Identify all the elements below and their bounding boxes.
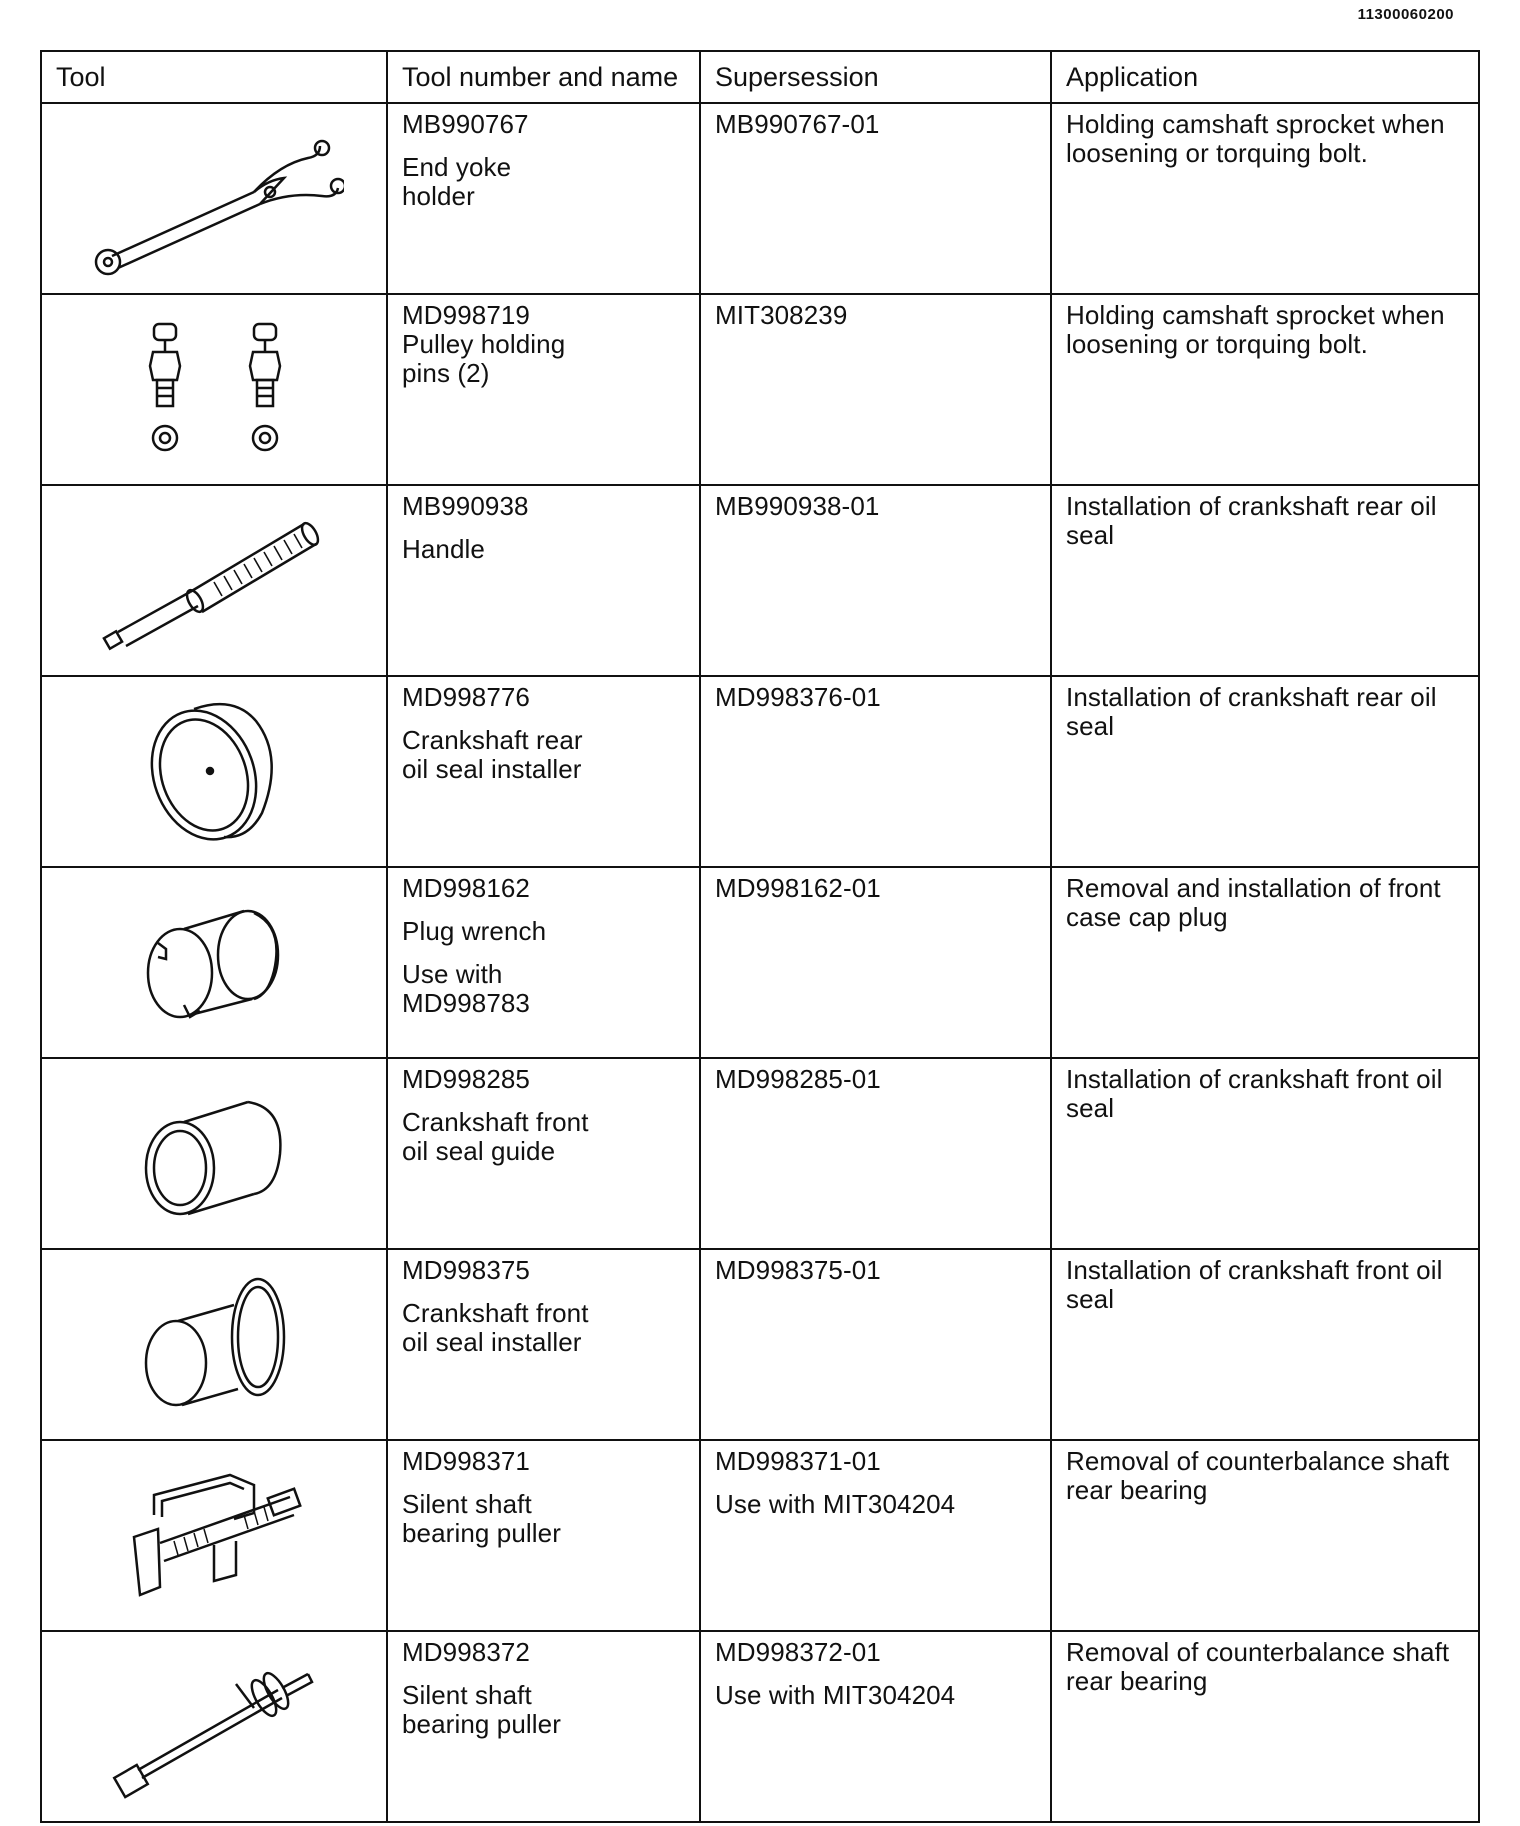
header-tool-number-and-name: Tool number and name [387, 51, 700, 103]
application-text: Removal of counterbalance shaft rear bearing [1066, 1446, 1450, 1505]
end-yoke-holder-icon [84, 118, 344, 278]
supersession-cell [700, 294, 1051, 485]
tool-number: MB990938 [402, 491, 529, 521]
application-text: Removal of counterbalance shaft rear bearing [1066, 1637, 1450, 1696]
tool-number-name-cell [387, 485, 700, 676]
tool-name-line-2: oil seal installer [402, 754, 582, 784]
tool-number-name-cell [387, 1058, 700, 1249]
tool-name: Crankshaft rear [402, 725, 583, 755]
document-id: 11300060200 [1357, 6, 1454, 23]
tool-name: Silent shaft [402, 1680, 532, 1710]
table-header-row [41, 51, 1479, 103]
application-cell [1051, 1058, 1479, 1249]
tool-name: Handle [402, 534, 485, 564]
tool-name-line-2: oil seal installer [402, 1327, 582, 1357]
supersession-cell [700, 1249, 1051, 1440]
supersession-note: Use with MIT304204 [715, 1680, 956, 1710]
tool-name-line-2: oil seal guide [402, 1136, 556, 1166]
application-cell [1051, 485, 1479, 676]
tool-number-name-cell [387, 1440, 700, 1631]
tool-name: Crankshaft front [402, 1298, 589, 1328]
tool-image-cell [41, 103, 387, 294]
application-text: Holding camshaft sprocket when loosening or torquing bolt. [1066, 300, 1445, 359]
special-tools-table [40, 50, 1480, 1823]
tool-number: MD998285 [402, 1064, 530, 1094]
table-row [41, 1249, 1479, 1440]
header-supersession: Supersession [700, 51, 1051, 103]
handle-icon [94, 500, 334, 660]
supersession-number: MD998372-01 [715, 1637, 881, 1667]
table-row [41, 1631, 1479, 1822]
tool-image-cell [41, 676, 387, 867]
plug-wrench-icon [124, 887, 304, 1037]
application-text: Removal and installation of front case cap plug [1066, 873, 1441, 932]
application-cell [1051, 1631, 1479, 1822]
tool-image-cell [41, 867, 387, 1058]
supersession-cell [700, 1058, 1051, 1249]
supersession-cell [700, 676, 1051, 867]
tool-image-cell [41, 294, 387, 485]
tool-number: MD998776 [402, 682, 530, 712]
application-cell [1051, 103, 1479, 294]
tool-number-name-cell [387, 103, 700, 294]
tool-image-cell [41, 1631, 387, 1822]
supersession-number: MD998375-01 [715, 1255, 881, 1285]
supersession-number: MD998371-01 [715, 1446, 881, 1476]
rear-oil-seal-installer-icon [124, 691, 304, 851]
tool-number-name-cell [387, 676, 700, 867]
tool-name-line-2: bearing puller [402, 1709, 561, 1739]
table-row [41, 1440, 1479, 1631]
application-cell [1051, 1249, 1479, 1440]
tool-name: End yoke [402, 152, 512, 182]
tool-number: MB990767 [402, 109, 529, 139]
tool-number: MD998375 [402, 1255, 530, 1285]
tool-number-name-cell [387, 1249, 700, 1440]
tool-number: MD998719 [402, 300, 530, 330]
bearing-puller-clamp-icon [114, 1455, 314, 1615]
supersession-note: Use with MIT304204 [715, 1489, 956, 1519]
tool-number: MD998372 [402, 1637, 530, 1667]
application-text: Installation of crankshaft rear oil seal [1066, 491, 1437, 550]
tool-number: MD998371 [402, 1446, 530, 1476]
tool-name-line-2: holder [402, 181, 475, 211]
tool-number-name-cell [387, 867, 700, 1058]
front-oil-seal-installer-icon [124, 1269, 304, 1419]
table-row [41, 485, 1479, 676]
application-cell [1051, 676, 1479, 867]
table-row [41, 676, 1479, 867]
table-row [41, 867, 1479, 1058]
use-with-label: Use with [402, 959, 503, 989]
front-oil-seal-guide-icon [124, 1078, 304, 1228]
supersession-number: MB990938-01 [715, 491, 880, 521]
supersession-cell [700, 1631, 1051, 1822]
bearing-puller-rod-icon [104, 1646, 324, 1806]
tool-name: Crankshaft front [402, 1107, 589, 1137]
tool-image-cell [41, 1249, 387, 1440]
supersession-number: MIT308239 [715, 300, 848, 330]
tool-number-name-cell [387, 294, 700, 485]
supersession-number: MB990767-01 [715, 109, 880, 139]
tool-name: Pulley holding [402, 329, 566, 359]
tool-name: Silent shaft [402, 1489, 532, 1519]
application-cell [1051, 294, 1479, 485]
supersession-cell [700, 1440, 1051, 1631]
tool-name-line-2: pins (2) [402, 358, 490, 388]
application-text: Installation of crankshaft front oil seal [1066, 1255, 1443, 1314]
table-row [41, 294, 1479, 485]
supersession-cell [700, 103, 1051, 294]
application-cell [1051, 867, 1479, 1058]
tool-image-cell [41, 485, 387, 676]
supersession-cell [700, 867, 1051, 1058]
tool-number: MD998162 [402, 873, 530, 903]
tool-number-name-cell [387, 1631, 700, 1822]
application-cell [1051, 1440, 1479, 1631]
supersession-number: MD998285-01 [715, 1064, 881, 1094]
application-text: Installation of crankshaft front oil seal [1066, 1064, 1443, 1123]
use-with-number: MD998783 [402, 988, 530, 1018]
supersession-number: MD998162-01 [715, 873, 881, 903]
header-application: Application [1051, 51, 1479, 103]
tool-image-cell [41, 1440, 387, 1631]
tool-image-cell [41, 1058, 387, 1249]
tool-name: Plug wrench [402, 916, 547, 946]
application-text: Installation of crankshaft rear oil seal [1066, 682, 1437, 741]
pulley-holding-pins-icon [114, 314, 314, 464]
supersession-number: MD998376-01 [715, 682, 881, 712]
application-text: Holding camshaft sprocket when loosening or torquing bolt. [1066, 109, 1445, 168]
header-tool: Tool [41, 51, 387, 103]
table-row [41, 1058, 1479, 1249]
table-row [41, 103, 1479, 294]
supersession-cell [700, 485, 1051, 676]
tool-name-line-2: bearing puller [402, 1518, 561, 1548]
